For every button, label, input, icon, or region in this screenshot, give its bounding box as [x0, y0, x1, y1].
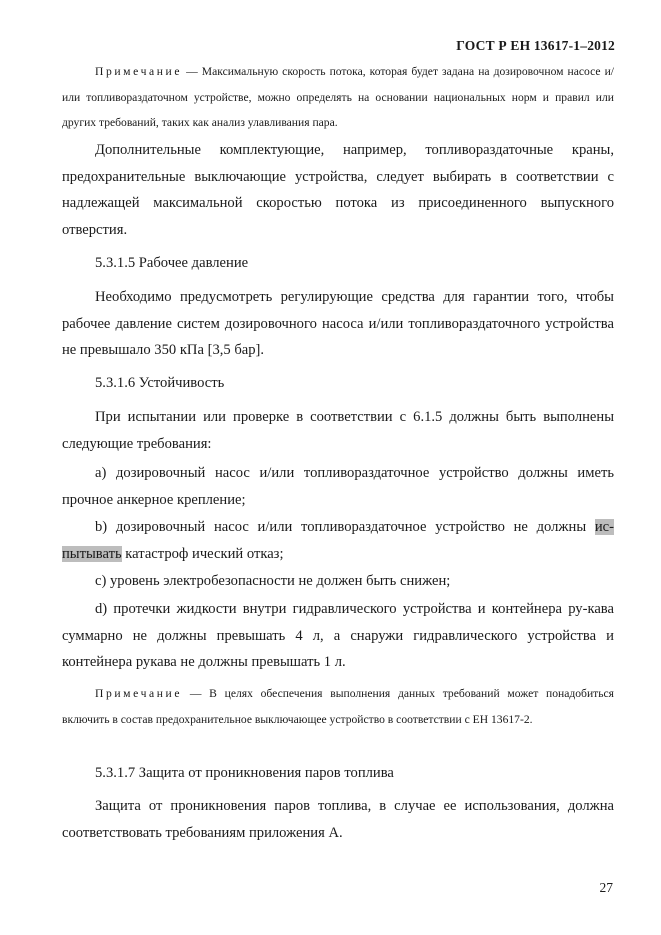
note-label: Примечание	[95, 687, 183, 700]
list-item-d	[62, 596, 614, 676]
paragraph-text: Дополнительные комплектующие, например, топливораздаточные краны, предохранительные выключающие устройства, следует выбирать в соответствии с надлежащей максимальной скоростью потока из присоединенного выпускного отверстия.	[62, 142, 614, 238]
page-number: 27	[599, 880, 613, 895]
paragraph-vapour-protection	[62, 793, 614, 846]
list-item-text: c) уровень электробезопасности не должен быть снижен;	[95, 573, 451, 589]
paragraph-text: При испытании или проверке в соответствии с 6.1.5 должны быть выполнены следующие требования:	[62, 409, 614, 452]
highlighted-text: ис-пытывать	[62, 519, 614, 562]
note-safety-device	[62, 681, 614, 732]
section-heading-5-3-1-5: 5.3.1.5 Рабочее давление	[95, 255, 249, 271]
note-text: — Максимальную скорость потока, которая будет задана на дозировочном насосе и/или топливораздаточном устройстве, можно определять на основании национальных норм и правил или других требований, таких как анализ улавливания пара.	[62, 65, 614, 129]
note-text: — В целях обеспечения выполнения данных требований может понадобиться включить в состав предохранительное выключающее устройство в соответствии с ЕН 13617-2.	[62, 687, 614, 726]
list-item-text: d) протечки жидкости внутри гидравлического устройства и контейнера ру-кава суммарно не должны превышать 4 л, а снаружи гидравлического устройства и контейнера рукава не должны превышать 1 л.	[62, 601, 614, 670]
paragraph-accessories	[62, 137, 614, 243]
list-item-b	[62, 514, 614, 567]
document-header: ГОСТ Р ЕН 13617-1–2012	[456, 38, 615, 53]
paragraph-text: Необходимо предусмотреть регулирующие средства для гарантии того, чтобы рабочее давление систем дозировочного насоса и/или топливораздаточного устройства не превышало 350 кПа [3,5 бар].	[62, 289, 614, 358]
paragraph-pressure	[62, 284, 614, 364]
list-item-text-end: катастроф ический отказ;	[121, 545, 284, 562]
list-item-text: b) дозировочный насос и/или топливораздаточное устройство не должны	[95, 519, 595, 535]
note-label: Примечание	[95, 65, 183, 78]
list-item-text: а) дозировочный насос и/или топливораздаточное устройство должны иметь прочное анкерное крепление;	[62, 465, 614, 508]
paragraph-text: Защита от проникновения паров топлива, в случае ее использования, должна соответствовать требованиям приложения А.	[62, 798, 614, 841]
note-max-flow	[62, 59, 614, 136]
section-heading-5-3-1-7: 5.3.1.7 Защита от проникновения паров топлива	[95, 765, 394, 781]
list-item-c	[62, 568, 614, 595]
list-item-a	[62, 460, 614, 513]
paragraph-stability	[62, 404, 614, 457]
section-heading-5-3-1-6: 5.3.1.6 Устойчивость	[95, 375, 225, 391]
